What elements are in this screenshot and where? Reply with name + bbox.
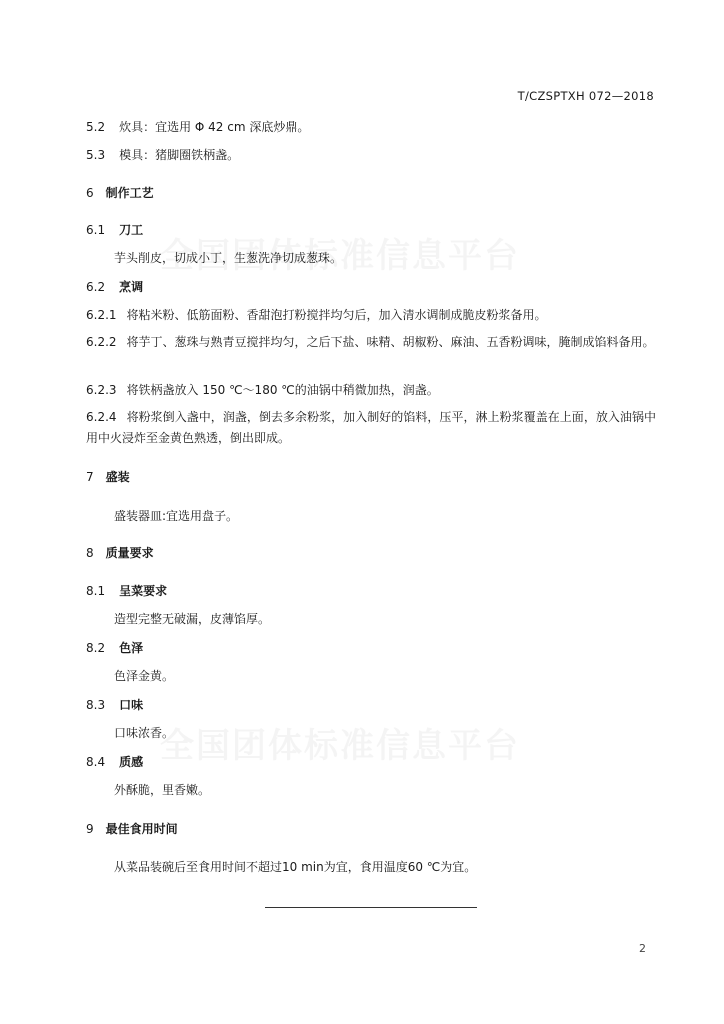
section-number: 9 bbox=[86, 822, 94, 836]
section-6-heading bbox=[86, 184, 154, 202]
section-8-4-heading bbox=[86, 753, 143, 771]
clause-number: 6.2.1 bbox=[86, 308, 117, 322]
section-8-3-heading bbox=[86, 696, 143, 714]
section-7-body: 盛装器皿:宜选用盘子。 bbox=[114, 509, 239, 523]
section-title: 呈菜要求 bbox=[119, 584, 168, 598]
section-8-2-body: 色泽金黄。 bbox=[114, 669, 175, 683]
clause-text: 将粘米粉、低筋面粉、香甜泡打粉搅拌均匀后，加入清水调制成脆皮粉浆备用。 bbox=[126, 308, 547, 322]
section-title: 盛装 bbox=[105, 470, 130, 484]
section-number: 6.2 bbox=[86, 280, 106, 294]
clause-text: 炊具：宜选用 Φ 42 cm 深底炒鼎。 bbox=[119, 120, 310, 134]
section-number: 8.2 bbox=[86, 641, 106, 655]
clause-text: 将粉浆倒入盏中，润盏，倒去多余粉浆，加入制好的馅料，压平，淋上粉浆覆盖在上面，放入油锅中用中火浸炸至金黄色熟透，倒出即成。 bbox=[86, 410, 656, 445]
section-title: 质量要求 bbox=[105, 546, 154, 560]
section-title: 制作工艺 bbox=[105, 186, 154, 200]
clause-number: 6.2.4 bbox=[86, 410, 117, 424]
clause-5-3 bbox=[86, 146, 239, 164]
clause-number: 6.2.2 bbox=[86, 335, 117, 349]
clause-6-2-2 bbox=[86, 332, 656, 353]
page-number: 2 bbox=[639, 942, 646, 955]
section-6-2-heading bbox=[86, 278, 143, 296]
clause-text: 将芋丁、葱珠与熟青豆搅拌均匀，之后下盐、味精、胡椒粉、麻油、五香粉调味，腌制成馅料备用。 bbox=[126, 335, 655, 349]
section-title: 烹调 bbox=[119, 280, 144, 294]
section-6-1-heading bbox=[86, 221, 143, 239]
section-8-1-heading bbox=[86, 582, 167, 600]
clause-number: 6.2.3 bbox=[86, 383, 117, 397]
clause-6-2-4 bbox=[86, 407, 656, 449]
clause-6-2-3 bbox=[86, 381, 439, 399]
section-number: 8.4 bbox=[86, 755, 106, 769]
clause-5-2 bbox=[86, 118, 309, 136]
section-8-2-heading bbox=[86, 639, 143, 657]
section-8-4-body: 外酥脆，里香嫩。 bbox=[114, 783, 211, 797]
section-6-1-body: 芋头削皮，切成小丁，生葱洗净切成葱珠。 bbox=[114, 251, 343, 265]
end-of-document-rule bbox=[265, 907, 477, 908]
section-number: 6.1 bbox=[86, 223, 106, 237]
section-number: 7 bbox=[86, 470, 94, 484]
section-8-1-body: 造型完整无破漏，皮薄馅厚。 bbox=[114, 612, 271, 626]
clause-number: 5.3 bbox=[86, 148, 106, 162]
section-9-body: 从菜品装碗后至食用时间不超过10 min为宜，食用温度60 ℃为宜。 bbox=[114, 860, 477, 874]
clause-text: 模具：猪脚圈铁柄盏。 bbox=[119, 148, 240, 162]
watermark-bottom bbox=[160, 718, 520, 767]
clause-number: 5.2 bbox=[86, 120, 106, 134]
section-8-heading bbox=[86, 544, 154, 562]
section-title: 口味 bbox=[119, 698, 144, 712]
clause-text: 将铁柄盏放入 150 ℃～180 ℃的油锅中稍微加热，润盏。 bbox=[126, 383, 439, 397]
section-number: 8.1 bbox=[86, 584, 106, 598]
section-9-heading bbox=[86, 820, 178, 838]
section-7-heading bbox=[86, 468, 130, 486]
section-title: 刀工 bbox=[119, 223, 144, 237]
section-number: 8 bbox=[86, 546, 94, 560]
section-number: 8.3 bbox=[86, 698, 106, 712]
section-8-3-body: 口味浓香。 bbox=[114, 726, 175, 740]
document-code: T/CZSPTXH 072—2018 bbox=[517, 89, 654, 103]
section-title: 质感 bbox=[119, 755, 144, 769]
section-title: 最佳食用时间 bbox=[105, 822, 178, 836]
section-title: 色泽 bbox=[119, 641, 144, 655]
clause-6-2-1 bbox=[86, 306, 547, 324]
section-number: 6 bbox=[86, 186, 94, 200]
